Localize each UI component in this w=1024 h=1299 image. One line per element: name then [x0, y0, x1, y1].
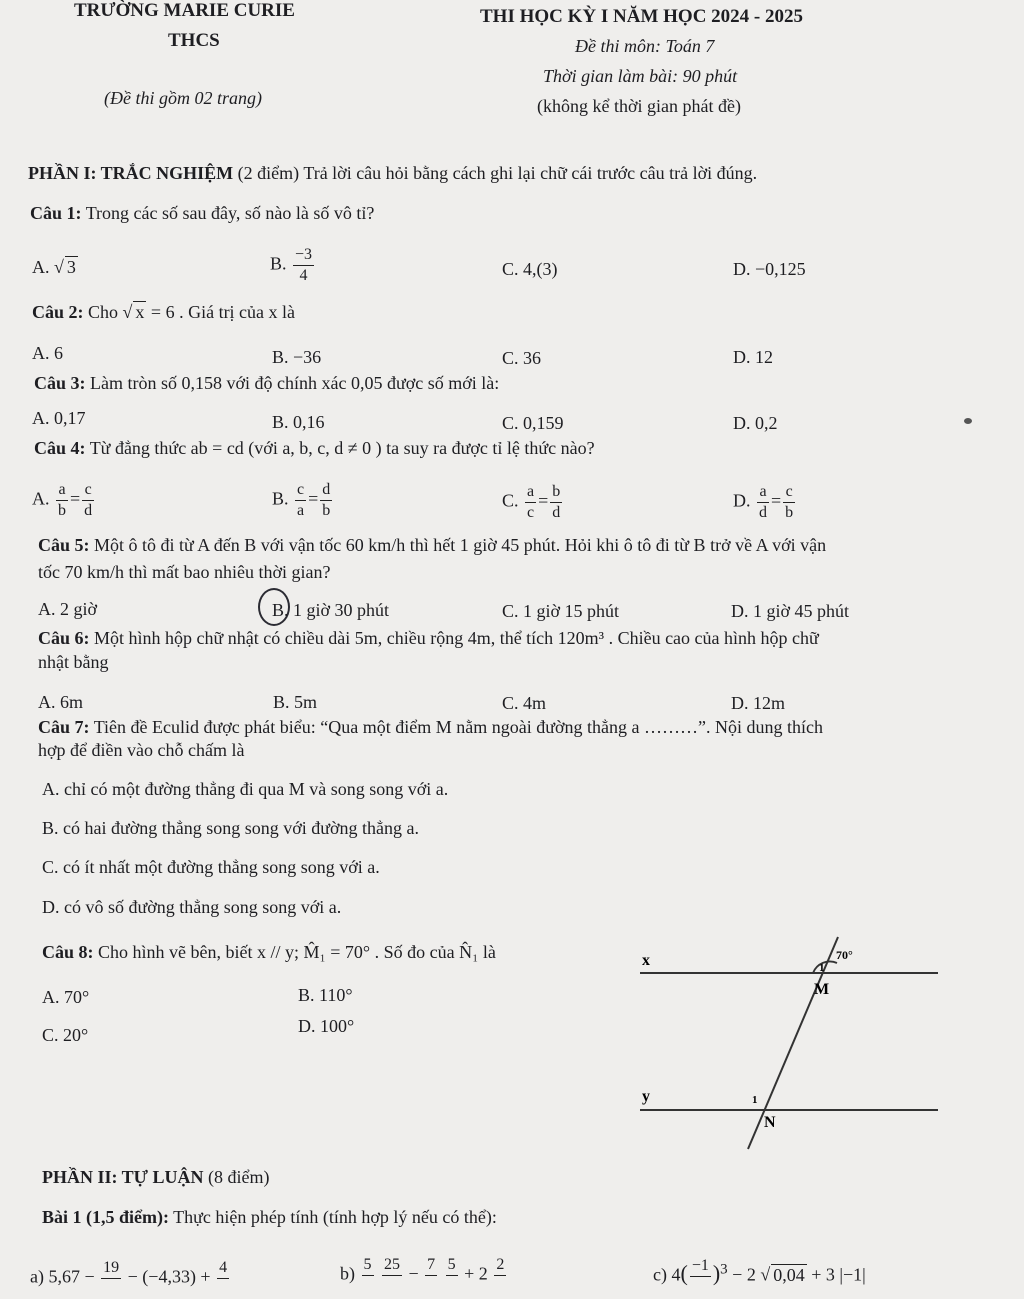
exam-duration: Thời gian làm bài: 90 phút: [543, 66, 738, 86]
label-y: y: [642, 1088, 650, 1105]
den: a: [297, 502, 305, 519]
num: 25: [382, 1255, 402, 1276]
q6-option-d: D. 12m: [731, 693, 785, 713]
q5-text-line2: tốc 70 km/h thì mất bao nhiêu thời gian?: [38, 562, 331, 582]
ex-a-mid: − (−4,33) +: [127, 1266, 211, 1287]
equals: =: [538, 490, 549, 511]
num: d: [320, 480, 332, 501]
den: [690, 1277, 711, 1297]
question-2: [32, 301, 295, 323]
frac: [382, 1255, 402, 1296]
q7-text: Tiên đề Eculid được phát biểu: “Qua một điểm M nằm ngoài đường thẳng a ………”. Nội dung thích: [89, 717, 823, 737]
num: 4: [217, 1258, 229, 1279]
q2-option-a: A. 6: [32, 343, 63, 363]
q4-option-a: [32, 480, 96, 521]
q4-label: Câu 4:: [34, 438, 86, 458]
label-x: x: [642, 952, 650, 969]
frac: [295, 480, 306, 521]
q8-text: Cho hình vẽ bên, biết x // y; M̂₁ = 70° . Số đo của N̂₁ là: [93, 942, 496, 962]
part2-heading-line: [42, 1167, 270, 1188]
q4-option-b: [272, 480, 334, 521]
q4-c-prefix: C.: [502, 490, 519, 511]
frac: [494, 1255, 506, 1296]
frac: [362, 1255, 374, 1296]
q2-sqrt-arg: x: [135, 302, 145, 322]
q4-b-prefix: B.: [272, 488, 289, 509]
part2-heading: PHẦN II: TỰ LUẬN: [42, 1167, 204, 1187]
q2-option-b: B. −36: [272, 347, 322, 367]
q4-d-prefix: D.: [733, 490, 751, 511]
sqrt-symbol: √: [760, 1264, 771, 1285]
q6-option-a: A. 6m: [38, 692, 83, 712]
q6-text-line2: nhật bằng: [38, 652, 109, 672]
q8-option-c: C. 20°: [42, 1025, 89, 1045]
label-n-index: 1: [752, 1094, 758, 1106]
abs-bar: |: [862, 1264, 866, 1285]
num: c: [82, 480, 94, 501]
bai1-text: Thực hiện phép tính (tính hợp lý nếu có thể):: [168, 1207, 497, 1227]
school-name-line2: THCS: [168, 30, 220, 51]
q1-label: Câu 1:: [30, 203, 82, 223]
num: −1: [690, 1256, 711, 1277]
num: b: [550, 482, 562, 503]
question-3: [34, 373, 499, 394]
q1-option-d: D. −0,125: [733, 259, 806, 279]
q6-text: Một hình hộp chữ nhật có chiều dài 5m, chiều rộng 4m, thể tích 120m³ . Chiều cao của hình hộp chữ: [89, 628, 819, 648]
q7-option-c: C. có ít nhất một đường thẳng song song với a.: [42, 857, 380, 877]
q1-option-c: C. 4,(3): [502, 259, 558, 279]
paren: (: [680, 1260, 688, 1286]
parallel-lines-figure: [630, 935, 950, 1160]
den: d: [759, 504, 767, 521]
q7-label: Câu 7:: [38, 717, 90, 737]
school-name-line1: TRƯỜNG MARIE CURIE: [74, 0, 295, 21]
q2-text-pre: Cho: [83, 302, 123, 322]
q7-text-line2: hợp để điền vào chỗ chấm là: [38, 740, 245, 760]
den: b: [322, 502, 331, 519]
paren: ): [712, 1260, 721, 1286]
q7-option-b: B. có hai đường thẳng song song với đường thẳng a.: [42, 818, 420, 838]
pages-note: (Đề thi gồm 02 trang): [104, 88, 262, 108]
q5-label: Câu 5:: [38, 535, 90, 555]
ex-a-head: a) 5,67 −: [30, 1266, 95, 1287]
ex-b-head: b): [340, 1263, 355, 1284]
part1-points: (2 điểm): [233, 163, 300, 183]
part1-heading: PHẦN I: TRẮC NGHIỆM: [28, 163, 234, 183]
exercise-b: [340, 1255, 508, 1296]
den: d: [552, 504, 561, 521]
q2-text-post: = 6 . Giá trị của x là: [146, 302, 296, 322]
frac: [425, 1255, 437, 1296]
minus: −: [408, 1263, 419, 1284]
part1-instruction: Trả lời câu hỏi bằng cách ghi lại chữ cái trước câu trả lời đúng.: [299, 163, 758, 183]
q1-a-prefix: A.: [32, 257, 50, 277]
abs-bar: |: [839, 1264, 843, 1285]
q3-option-b: B. 0,16: [272, 412, 325, 432]
question-4: [34, 438, 595, 459]
num: c: [783, 482, 795, 503]
q2-option-d: D. 12: [733, 347, 773, 367]
den: [425, 1276, 437, 1296]
q8-option-a: A. 70°: [42, 987, 90, 1007]
frac: [525, 482, 536, 523]
num: 5: [362, 1255, 374, 1276]
den: d: [84, 502, 93, 519]
q8-option-d: D. 100°: [298, 1016, 355, 1036]
sqrt-symbol: √: [122, 302, 133, 322]
transversal: [748, 937, 838, 1149]
num: a: [525, 482, 536, 503]
exercise-c: [653, 1256, 866, 1297]
q3-label: Câu 3:: [34, 373, 86, 393]
q4-a-prefix: A.: [32, 488, 50, 509]
sqrt-symbol: √: [54, 257, 64, 277]
den: [446, 1276, 458, 1296]
frac: [320, 480, 332, 521]
question-8: [42, 942, 496, 963]
den: c: [527, 504, 535, 521]
den: [382, 1276, 402, 1296]
q5-option-b: B. 1 giờ 30 phút: [272, 600, 390, 620]
part1-heading-line: [28, 163, 757, 184]
ex-c-tail: + 3: [811, 1264, 835, 1285]
den: [101, 1279, 121, 1299]
bai1-line: [42, 1207, 497, 1228]
q6-label: Câu 6:: [38, 628, 90, 648]
den: [217, 1279, 229, 1299]
den: b: [58, 502, 66, 519]
den: b: [785, 504, 794, 521]
q3-option-d: D. 0,2: [733, 413, 778, 433]
q4-option-c: [502, 482, 564, 523]
q3-text: Làm tròn số 0,158 với độ chính xác 0,05 được số mới là:: [85, 373, 500, 393]
q8-label: Câu 8:: [42, 942, 94, 962]
q5-option-a: A. 2 giờ: [38, 599, 98, 619]
label-angle: 70°: [836, 948, 853, 962]
exam-title: THI HỌC KỲ I NĂM HỌC 2024 - 2025: [480, 6, 803, 27]
q7-option-a: A. chỉ có một đường thẳng đi qua M và song song với a.: [42, 779, 449, 799]
question-5: [38, 535, 826, 556]
frac: [783, 482, 795, 523]
num: c: [295, 480, 306, 501]
q6-option-c: C. 4m: [502, 693, 547, 713]
q3-option-a: A. 0,17: [32, 408, 86, 428]
question-7: [38, 717, 823, 738]
ex-c-mid: − 2: [732, 1264, 756, 1285]
q5-text: Một ô tô đi từ A đến B với vận tốc 60 km/h thì hết 1 giờ 45 phút. Hỏi khi ô tô đi từ B trở về A với vận: [89, 535, 827, 555]
q4-text: Từ đẳng thức ab = cd (với a, b, c, d ≠ 0 ) ta suy ra được tỉ lệ thức nào?: [85, 438, 595, 458]
q1-option-b: [270, 245, 316, 286]
frac: [690, 1256, 711, 1297]
q1-b-den: 4: [299, 267, 308, 284]
q5-option-c: C. 1 giờ 15 phút: [502, 601, 620, 621]
q1-a-sqrt: 3: [66, 257, 76, 277]
frac: [757, 482, 769, 523]
num: a: [757, 482, 769, 503]
question-1: [30, 203, 374, 224]
den: [362, 1276, 374, 1296]
bai1-label: Bài 1 (1,5 điểm):: [42, 1207, 169, 1227]
cube: 3: [720, 1261, 728, 1278]
q1-option-a: [32, 256, 78, 278]
q8-option-b: B. 110°: [298, 985, 353, 1005]
q1-b-fraction: [293, 245, 314, 286]
equals: =: [771, 490, 782, 511]
frac: [550, 482, 562, 523]
q5-option-d: D. 1 giờ 45 phút: [731, 601, 850, 621]
num: 2: [494, 1255, 506, 1276]
q4-option-d: [733, 482, 797, 523]
frac: [82, 480, 94, 521]
q1-text: Trong các số sau đây, số nào là số vô tỉ?: [81, 203, 375, 223]
question-6: [38, 628, 819, 649]
q2-option-c: C. 36: [502, 348, 542, 368]
equals: =: [70, 488, 81, 509]
part2-points: (8 điểm): [203, 1167, 270, 1187]
q7-option-d: D. có vô số đường thẳng song song với a.: [42, 897, 342, 917]
q6-option-b: B. 5m: [273, 692, 318, 712]
q1-b-num: −3: [293, 245, 314, 266]
ex-c-head: c) 4: [653, 1264, 681, 1285]
ex-b-tail: + 2: [464, 1263, 488, 1284]
q2-label: Câu 2:: [32, 302, 84, 322]
exam-duration-note: (không kể thời gian phát đề): [537, 96, 741, 116]
q3-option-c: C. 0,159: [502, 413, 564, 433]
ex-c-abs: −1: [842, 1264, 863, 1285]
exam-subject: Đề thi môn: Toán 7: [575, 36, 715, 56]
label-m-index: 1: [819, 962, 825, 974]
num: 5: [446, 1255, 458, 1276]
frac: [446, 1255, 458, 1296]
ink-dot: [964, 418, 972, 424]
equals: =: [308, 488, 319, 509]
frac: [56, 480, 68, 521]
num: 19: [101, 1258, 121, 1279]
ex-c-sqrt: 0,04: [773, 1264, 805, 1285]
den: [494, 1276, 506, 1296]
label-m: M: [814, 981, 830, 998]
label-n: N: [764, 1114, 776, 1131]
q1-b-prefix: B.: [270, 253, 287, 274]
num: a: [56, 480, 68, 501]
num: 7: [425, 1255, 437, 1276]
